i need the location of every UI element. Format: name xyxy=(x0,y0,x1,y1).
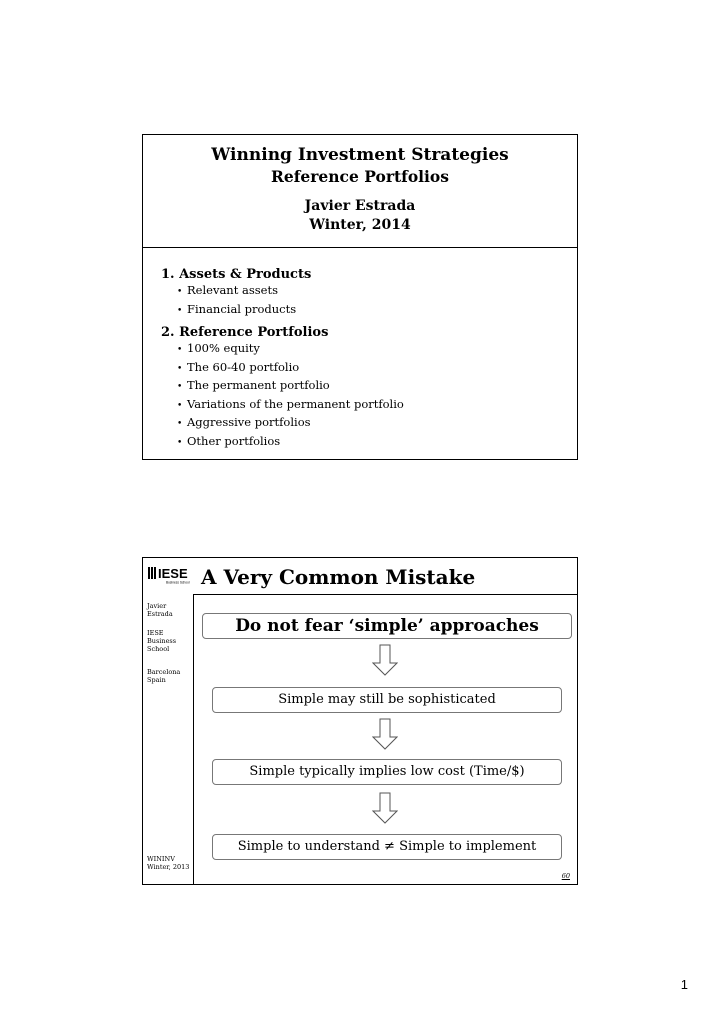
sidebar-course: WININV Winter, 2013 xyxy=(147,855,190,871)
title-slide xyxy=(142,134,578,460)
section-heading: 2. Reference Portfolios xyxy=(161,325,329,340)
statement-box: Simple typically implies low cost (Time/$) xyxy=(212,759,562,785)
slide-title: A Very Common Mistake xyxy=(201,565,476,589)
bullet-icon: • xyxy=(177,287,183,297)
main-statement-box: Do not fear ‘simple’ approaches xyxy=(202,613,572,639)
statement-box: Simple to understand ≠ Simple to implement xyxy=(212,834,562,860)
slide-header xyxy=(143,135,577,248)
list-item: • Other portfolios xyxy=(161,433,567,452)
bullet-icon: • xyxy=(177,363,183,374)
list-item: • Relevant assets xyxy=(161,282,567,301)
author-name: Javier Estrada xyxy=(304,198,416,214)
down-arrow-icon xyxy=(372,718,398,750)
course-title: Winning Investment Strategies xyxy=(211,145,509,165)
svg-text:Business School: Business School xyxy=(166,580,190,585)
sidebar-author: Javier Estrada xyxy=(147,602,173,618)
title-divider xyxy=(193,594,577,595)
bullet-icon: • xyxy=(177,382,183,392)
list-item: • The permanent portfolio xyxy=(161,377,567,396)
down-arrow-icon xyxy=(372,792,398,824)
list-item: • Variations of the permanent portfolio xyxy=(161,396,567,415)
sidebar-location: Barcelona Spain xyxy=(147,668,181,684)
bullet-icon: • xyxy=(177,345,183,355)
list-item: • Aggressive portfolios xyxy=(161,414,567,433)
section-heading: 1. Assets & Products xyxy=(161,267,312,282)
list-item: • The 60-40 portfolio xyxy=(161,359,567,378)
down-arrow-icon xyxy=(372,644,398,676)
bullet-icon: • xyxy=(177,400,183,411)
bullet-icon: • xyxy=(177,419,183,429)
bullet-icon: • xyxy=(177,305,183,316)
svg-text:IESE: IESE xyxy=(158,566,188,581)
table-of-contents xyxy=(161,267,567,451)
page-number: 1 xyxy=(680,977,688,992)
sidebar-school: IESE Business School xyxy=(147,629,177,653)
bullet-icon: • xyxy=(177,437,183,448)
list-item: • 100% equity xyxy=(161,340,567,359)
slide-number: 60 xyxy=(561,872,570,880)
iese-logo-icon xyxy=(147,565,191,585)
list-item: • Financial products xyxy=(161,301,567,320)
content-slide xyxy=(142,557,578,885)
course-date: Winter, 2014 xyxy=(309,217,411,233)
sidebar-divider xyxy=(193,594,194,884)
course-subtitle: Reference Portfolios xyxy=(270,167,449,186)
statement-box: Simple may still be sophisticated xyxy=(212,687,562,713)
